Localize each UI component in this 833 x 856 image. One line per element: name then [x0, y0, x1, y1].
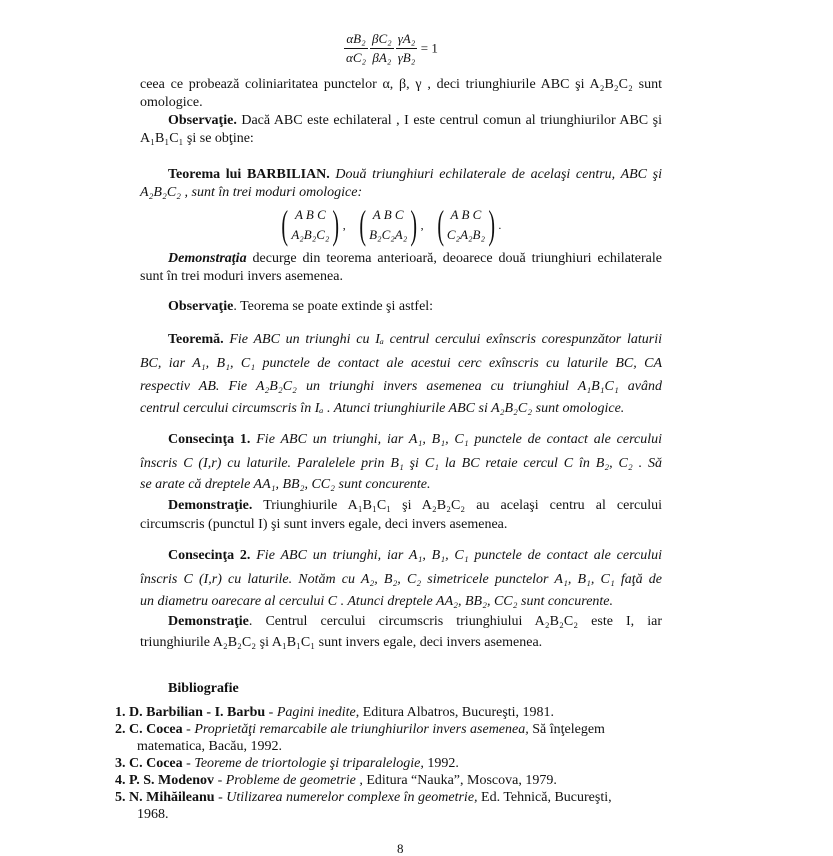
fraction-1: $\frac{\text{αB₂}}{\text{αC₂}}$ — [346, 31, 367, 65]
fraction-3: $\frac{\text{γA₂}}{\text{γB₂}}$ — [397, 31, 416, 65]
demonstration-1-line-2: sunt în trei moduri invers asemenea. — [140, 269, 343, 284]
theorem-label: Teoremă. — [168, 332, 224, 347]
consequence-2-label: Consecinţa 2. — [168, 548, 251, 563]
demonstration-2-label: Demonstraţie. — [168, 498, 253, 513]
consequence-2-line-2: înscris C (I,r) cu laturile. Notăm cu A₂, B₂, C₂ simetricele punctelor A₁, B₁, C₁ faţă de — [140, 572, 662, 587]
homology-matrices — [278, 202, 511, 247]
consequence-1-line-3: se arate că dreptele AA₁, BB₂, CC₂ sunt concurente. — [140, 477, 431, 492]
matrix-2: ( A B C B₂C₂A₂ ) , — [359, 202, 424, 247]
paragraph-1-line-2: omologice. — [140, 95, 203, 110]
theorem-line-4: centrul cercului circumscris în Iₐ . Atunci triunghiurile ABC si A₂B₂C₂ sunt omologice. — [140, 401, 625, 416]
bibliography-item-4: 4. P. S. Modenov - Probleme de geometrie , Editura “Nauka”, Moscova, 1979. — [115, 773, 557, 788]
consequence-1-line-1: Consecinţa 1. Fie ABC un triunghi, iar A₁, B₁, C₁ punctele de contact ale cercului — [168, 432, 662, 447]
fraction-2: $\frac{\text{βC₂}}{\text{βA₂}}$ — [372, 31, 392, 65]
demonstration-1-label: Demonstraţia — [168, 251, 247, 266]
demonstration-2-line-2: circumscris (punctul I) şi sunt invers egale, deci invers asemenea. — [140, 517, 508, 532]
bibliography-item-5-cont: 1968. — [137, 807, 169, 822]
observation-1-line-2: A₁B₁C₁ şi se obţine: — [140, 131, 254, 146]
observation-2: Observaţie. Teorema se poate extinde şi astfel: — [168, 299, 434, 314]
paragraph-1-line-1: ceea ce probează coliniaritatea punctelor α, β, γ , deci triunghiurile ABC şi A₂B₂C₂ sunt — [140, 77, 662, 92]
demonstration-1-line-1: Demonstraţia decurge din teorema anterioară, deoarece două triunghiuri echilaterale — [168, 251, 662, 266]
bibliography-item-3: 3. C. Cocea - Teoreme de triortologie şi triparalelogie, 1992. — [115, 756, 459, 771]
consequence-1-label: Consecinţa 1. — [168, 432, 251, 447]
theorem-line-2: BC, iar A₁, B₁, C₁ punctele de contact ale acestui cerc exînscris cu laturile BC, CA — [140, 356, 662, 371]
demonstration-3-label: Demonstraţie — [168, 614, 249, 629]
barbilian-theorem-line-2: A₂B₂C₂ , sunt în trei moduri omologice: — [140, 185, 363, 200]
demonstration-2-line-1: Demonstraţie. Triunghiurile A₁B₁C₁ şi A₂B₂C₂ au acelaşi centru al cercului — [168, 498, 662, 513]
observation-1-line-1: Observaţie. Dacă ABC este echilateral , I este centrul comun al triunghiurilor ABC şi — [168, 113, 662, 128]
bibliography-item-2: 2. C. Cocea - Proprietăţi remarcabile ale triunghiurilor invers asemenea, Să înţelegem — [115, 722, 605, 737]
theorem-line-1: Teoremă. Fie ABC un triunghi cu Iₐ centrul cercului exînscris corespunzător laturii — [168, 332, 662, 347]
demonstration-3-line-1: Demonstraţie. Centrul cercului circumscris triunghiului A₂B₂C₂ este I, iar — [168, 614, 662, 629]
bibliography-item-1: 1. D. Barbilian - I. Barbu - Pagini inedite, Editura Albatros, Bucureşti, 1981. — [115, 705, 555, 720]
barbilian-theorem-label: Teorema lui BARBILIAN. — [168, 167, 330, 182]
consequence-2-line-1: Consecinţa 2. Fie ABC un triunghi, iar A₁, B₁, C₁ punctele de contact ale cercului — [168, 548, 662, 563]
theorem-line-3: respectiv AB. Fie A₂B₂C₂ un triunghi invers asemenea cu triunghiul A₁B₁C₁ având — [140, 379, 662, 394]
consequence-1-line-2: înscris C (I,r) cu laturile. Paralelele prin B₁ şi C₁ la BC retaie cercul C în B₂, C₂ . Să — [140, 456, 662, 471]
barbilian-theorem-line-1: Teorema lui BARBILIAN. Două triunghiuri echilaterale de acelaşi centru, ABC şi — [168, 167, 662, 182]
bibliography-item-5: 5. N. Mihăileanu - Utilizarea numerelor complexe în geometrie, Ed. Tehnică, Bucureşti, — [115, 790, 612, 805]
demonstration-3-line-2: triunghiurile A₂B₂C₂ şi A₁B₁C₁ sunt invers egale, deci invers asemenea. — [140, 635, 543, 650]
matrix-1: ( A B C A₂B₂C₂ ) , — [281, 202, 346, 247]
page-number: 8 — [397, 841, 404, 856]
equation-rhs: = 1 — [420, 40, 438, 56]
observation-1-label: Observaţie. — [168, 113, 237, 128]
consequence-2-line-3: un diametru oarecare al cercului C . Atunci dreptele AA₂, BB₂, CC₂ sunt concurente. — [140, 594, 614, 609]
matrix-3: ( A B C C₂A₂B₂ ) . — [436, 202, 502, 247]
bibliography-title: Bibliografie — [168, 681, 239, 696]
bibliography-item-2-cont: matematica, Bacău, 1992. — [137, 739, 282, 754]
observation-2-label: Observaţie — [168, 299, 234, 314]
ratio-equation — [344, 30, 438, 67]
